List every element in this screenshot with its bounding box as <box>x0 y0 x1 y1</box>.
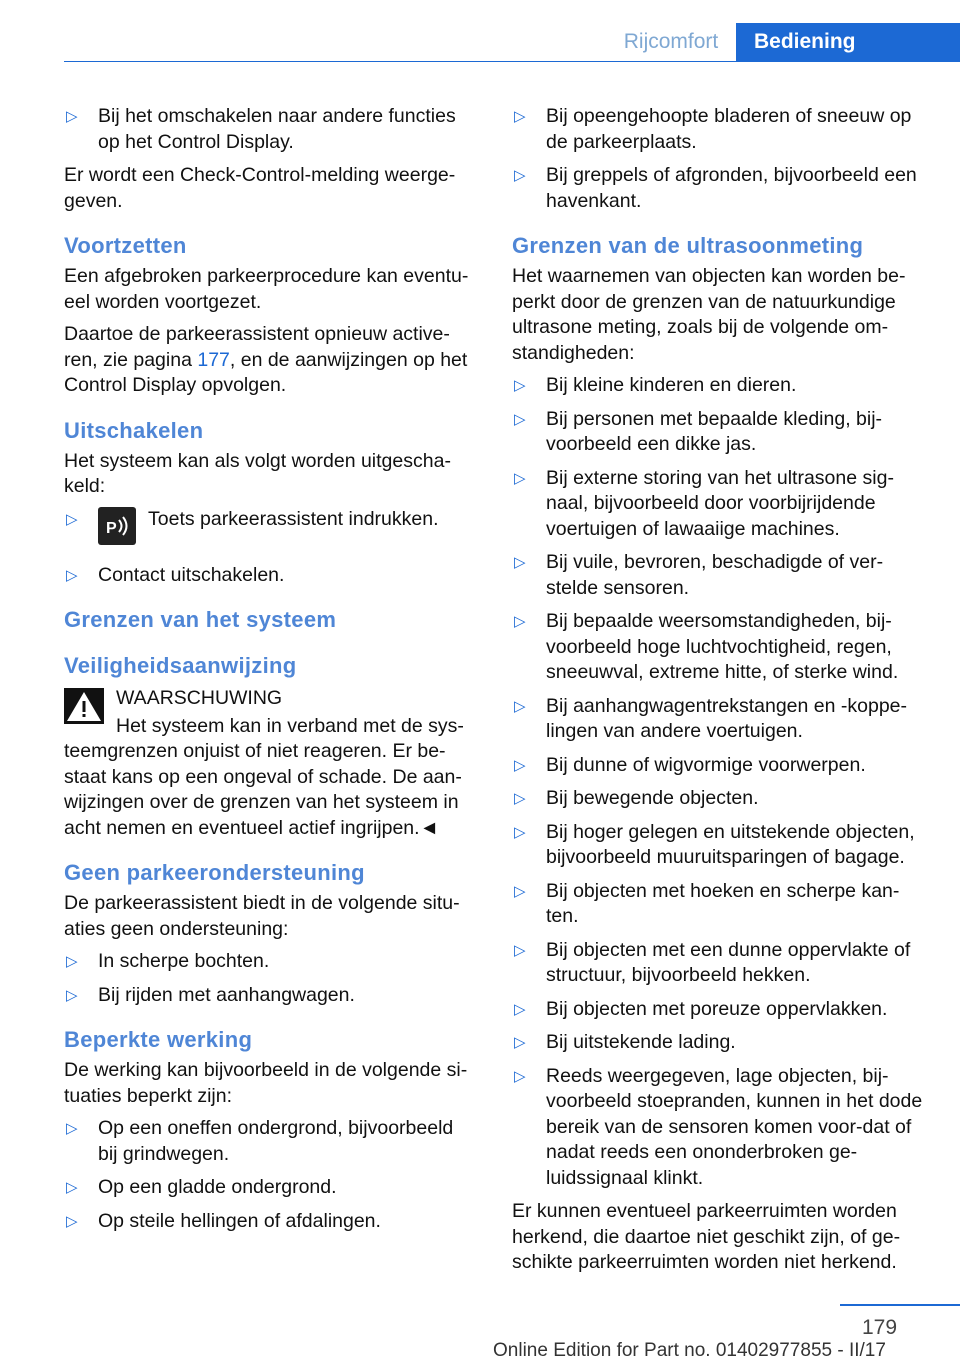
heading-uitschakelen: Uitschakelen <box>64 417 204 443</box>
ultrasound-limits-list <box>512 373 928 1191</box>
triangle-right-icon: ▷ <box>514 790 526 807</box>
paragraph: Er wordt een Check-Control-melding weerge-geven. <box>64 164 456 212</box>
paragraph: Het systeem kan als volgt worden uitgescha-keld: <box>64 449 451 497</box>
list-item-text: In scherpe bochten. <box>98 950 270 972</box>
left-column <box>64 104 478 1242</box>
paragraph: Er kunnen eventueel parkeerruimten worden herkend, die daartoe niet geschikt zijn, of ge-schikte parkeerruimten worden niet herkend. <box>512 1200 901 1273</box>
list-item-text: Bij bepaalde weersomstandigheden, bij-voorbeeld hoge luchtvochtigheid, regen, sneeuwval, extreme hitte, of sterke wind. <box>546 610 899 683</box>
list-item-text: Bij dunne of wigvormige voorwerpen. <box>546 753 866 776</box>
paragraph-text: , en de aanwijzingen op het Control Display opvolgen. <box>64 348 468 396</box>
warning-triangle-icon <box>64 688 104 732</box>
footer-rule <box>840 1304 960 1306</box>
triangle-right-icon: ▷ <box>514 1067 526 1085</box>
triangle-right-icon: ▷ <box>66 953 78 970</box>
heading-beperkte: Beperkte werking <box>64 1027 253 1052</box>
paragraph: Het waarnemen van objecten kan worden be-perkt door de grenzen van de natuurkundige ultrasone meting, zoals bij de volgende om-standigheden: <box>512 265 906 364</box>
list-item <box>64 104 478 155</box>
list-item-text: Bij het omschakelen naar andere functies op het Control Display. <box>98 105 456 153</box>
list-item <box>64 563 478 589</box>
park-assist-button-icon <box>98 507 136 545</box>
right-column <box>512 104 928 1283</box>
list-item-text: Op een oneffen ondergrond, bijvoorbeeld bij grindwegen. <box>98 1117 454 1165</box>
header-rule <box>64 61 960 62</box>
list-item-text: Toets parkeerassistent indrukken. <box>148 507 439 530</box>
list-item <box>512 1064 928 1192</box>
list-item-text: Bij objecten met een dunne oppervlakte of structuur, bijvoorbeeld hekken. <box>546 938 911 986</box>
list-item-text: Bij uitstekende lading. <box>546 1031 736 1053</box>
triangle-right-icon: ▷ <box>66 1120 78 1137</box>
list-item-text: Contact uitschakelen. <box>98 563 285 586</box>
list-item-text: Bij bewegende objecten. <box>546 787 759 809</box>
paragraph <box>64 322 478 399</box>
triangle-right-icon: ▷ <box>514 697 526 715</box>
triangle-right-icon: ▷ <box>66 1179 78 1196</box>
list-item <box>512 373 928 399</box>
triangle-right-icon: ▷ <box>514 882 526 900</box>
footer-edition: Online Edition for Part no. 01402977855 - II/17 <box>493 1340 886 1361</box>
list-item-text: Bij objecten met hoeken en scherpe kan-ten. <box>546 879 900 927</box>
list-item <box>512 938 928 989</box>
list-item <box>512 550 928 601</box>
list-item <box>512 609 928 686</box>
list-item-text: Bij aanhangwagentrekstangen en -koppe-lingen van andere voertuigen. <box>546 694 908 742</box>
list-item-text: Bij kleine kinderen en dieren. <box>546 374 797 396</box>
list-item-text: Bij greppels of afgronden, bijvoorbeeld een havenkant. <box>546 164 917 212</box>
list-item <box>512 997 928 1023</box>
svg-text:P: P <box>106 519 117 537</box>
list-item <box>64 1209 478 1235</box>
list-item-text: Bij rijden met aanhangwagen. <box>98 983 355 1006</box>
triangle-right-icon: ▷ <box>514 1034 526 1051</box>
warning-title: WAARSCHUWING <box>116 687 283 709</box>
list-item <box>512 753 928 779</box>
triangle-right-icon: ▷ <box>514 108 526 125</box>
triangle-right-icon: ▷ <box>66 566 78 584</box>
heading-veiligheid: Veiligheidsaanwijzing <box>64 653 297 678</box>
heading-grenzen: Grenzen van het systeem <box>64 607 337 632</box>
triangle-right-icon: ▷ <box>66 1212 78 1230</box>
heading-ultrasoon: Grenzen van de ultrasoonmeting <box>512 233 864 258</box>
list-item-text: Op steile hellingen of afdalingen. <box>98 1209 381 1232</box>
paragraph-text: Daartoe de parkeerassistent opnieuw active-ren, zie pagina <box>64 323 450 371</box>
warning-text: Het systeem kan in verband met de sys-teemgrenzen onjuist of niet reageren. Er be-staat kans op een ongeval of schade. De aan-wijzingen over de grenzen van het systeem in acht nemen en eventueel actief ingrijpen.◄ <box>64 714 464 839</box>
list-item <box>512 407 928 458</box>
list-item <box>64 983 478 1009</box>
list-item-text: Op een gladde ondergrond. <box>98 1176 337 1198</box>
triangle-right-icon: ▷ <box>514 167 526 184</box>
list-item <box>512 786 928 812</box>
triangle-right-icon: ▷ <box>514 469 526 487</box>
list-item <box>512 820 928 871</box>
triangle-right-icon: ▷ <box>66 108 78 125</box>
list-item-text: Bij hoger gelegen en uitstekende objecten, bijvoorbeeld muuruitsparingen of bagage. <box>546 820 915 868</box>
triangle-right-icon: ▷ <box>514 823 526 841</box>
tab-chapter: Bediening <box>736 23 960 61</box>
tab-section: Rijcomfort <box>623 30 719 53</box>
page-header <box>606 23 960 61</box>
list-item <box>512 694 928 745</box>
paragraph: De parkeerassistent biedt in de volgende situ-aties geen ondersteuning: <box>64 892 460 940</box>
list-item <box>512 163 928 214</box>
list-item <box>512 466 928 543</box>
paragraph: Een afgebroken parkeerprocedure kan eventu-eel worden voortgezet. <box>64 265 469 313</box>
triangle-right-icon: ▷ <box>514 941 526 959</box>
triangle-right-icon: ▷ <box>514 1000 526 1018</box>
list-item <box>64 949 478 975</box>
list-item-text: Bij objecten met poreuze oppervlakken. <box>546 997 888 1020</box>
page-link[interactable]: 177 <box>197 348 230 371</box>
triangle-right-icon: ▷ <box>514 410 526 428</box>
list-item-text: Reeds weergegeven, lage objecten, bij-voorbeeld stoepranden, kunnen in het dode bereik van de sensoren komen voor-dat of nadat reeds een ononderbroken ge-luidssignaal klinkt. <box>546 1064 923 1189</box>
list-item <box>512 1030 928 1056</box>
list-item-text: Bij opeengehoopte bladeren of sneeuw op de parkeerplaats. <box>546 105 912 153</box>
heading-geen: Geen parkeerondersteuning <box>64 860 365 885</box>
page-number: 179 <box>862 1316 898 1339</box>
list-item <box>64 1116 478 1167</box>
triangle-right-icon: ▷ <box>66 986 78 1004</box>
list-item <box>64 507 478 555</box>
list-item <box>512 104 928 155</box>
triangle-right-icon: ▷ <box>514 554 526 571</box>
paragraph: De werking kan bijvoorbeeld in de volgende si-tuaties beperkt zijn: <box>64 1059 468 1107</box>
triangle-right-icon: ▷ <box>514 756 526 774</box>
list-item <box>64 1175 478 1201</box>
list-item-text: Bij personen met bepaalde kleding, bij-voorbeeld een dikke jas. <box>546 407 883 455</box>
triangle-right-icon: ▷ <box>514 377 526 394</box>
list-item-text: Bij externe storing van het ultrasone sig-naal, bijvoorbeeld door voorbijrijdende voertuigen of lawaaiige machines. <box>546 466 894 540</box>
list-item <box>512 879 928 930</box>
heading-voortzetten: Voortzetten <box>64 233 187 258</box>
list-item-text: Bij vuile, bevroren, beschadigde of ver-stelde sensoren. <box>546 551 884 599</box>
triangle-right-icon: ▷ <box>66 510 78 528</box>
warning-block <box>64 686 478 841</box>
triangle-right-icon: ▷ <box>514 613 526 630</box>
